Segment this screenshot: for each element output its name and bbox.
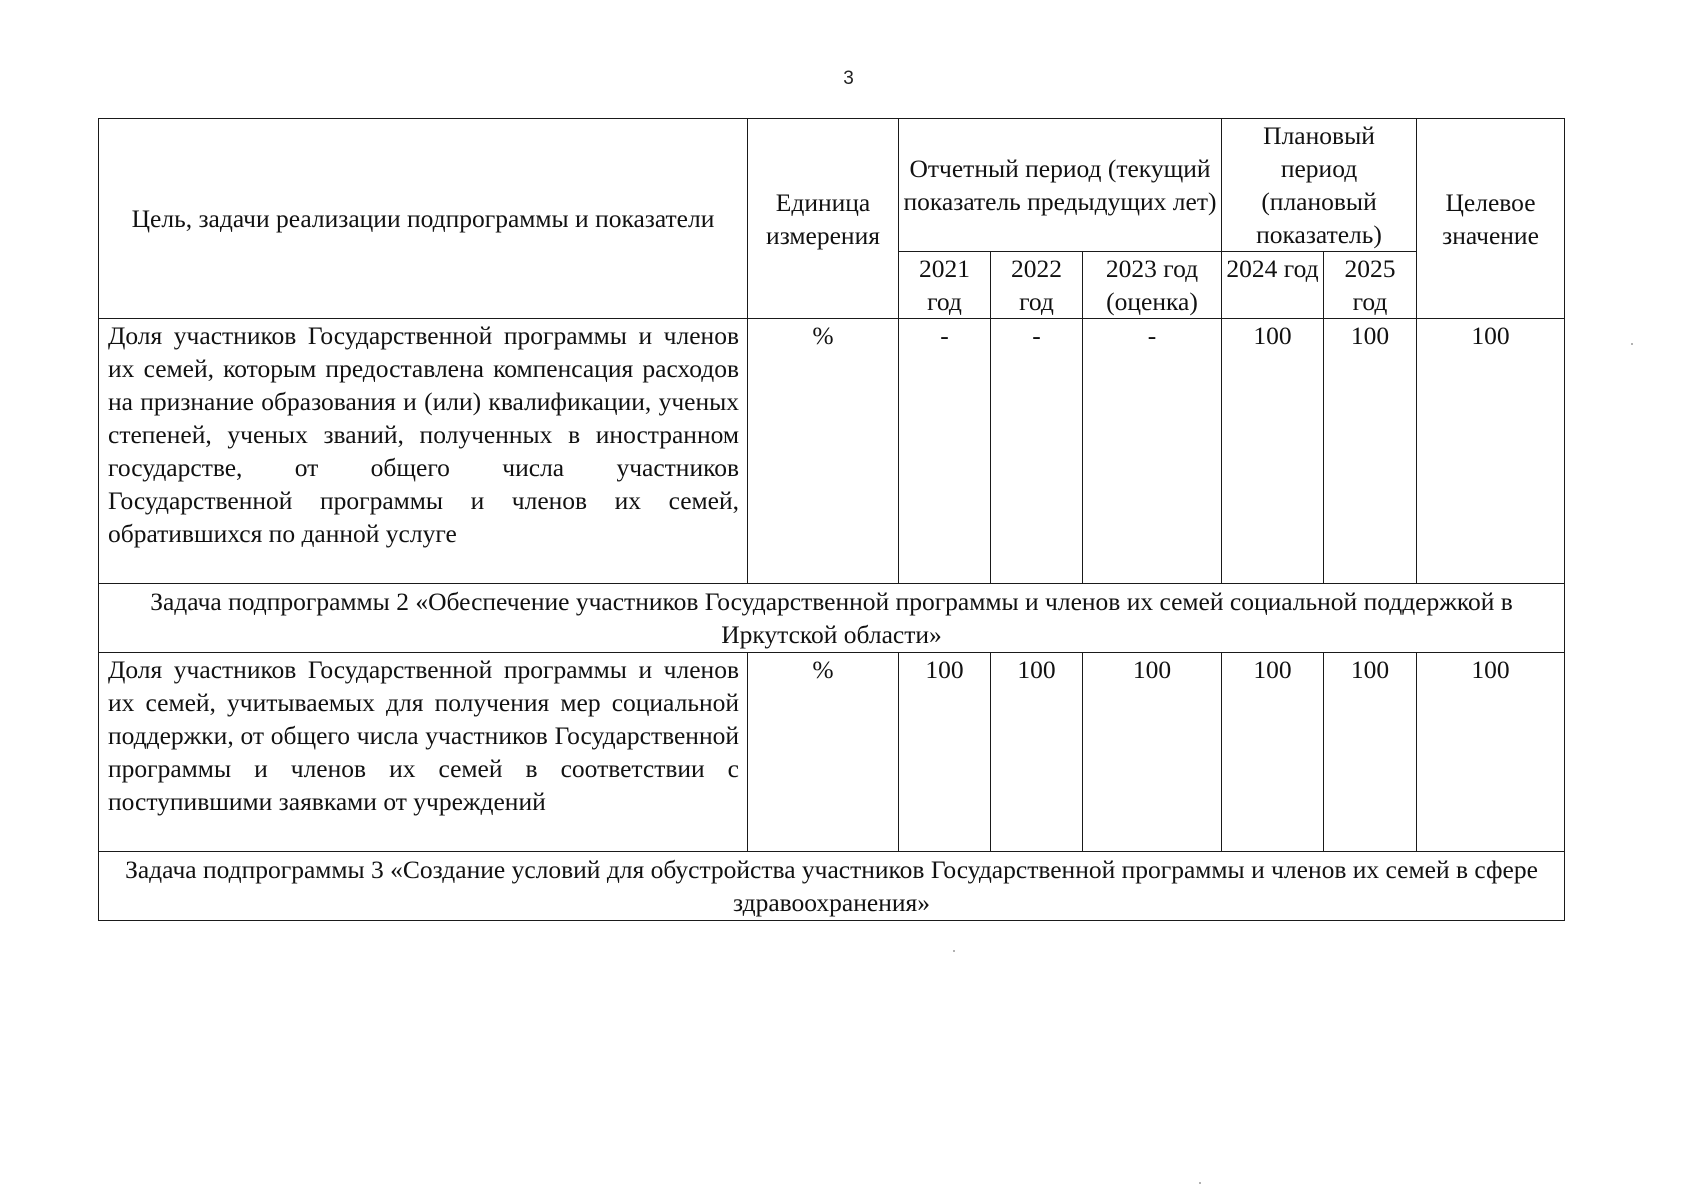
unit-cell: %	[748, 319, 899, 584]
target-value: 100	[1417, 319, 1565, 584]
header-unit: Единица измерения	[748, 119, 899, 319]
header-target: Целевое значение	[1417, 119, 1565, 319]
indicator-text: Доля участников Государственной программы и членов их семей, которым предоставлена компенсация расходов на признание образования и (или) квалификации, ученых степеней, ученых званий, полученных в иностранном государстве, от общего числа участников Государственной программы и членов их семей, обратившихся по данной услуге	[99, 319, 748, 584]
header-year-2024: 2024 год	[1222, 252, 1324, 319]
indicators-table	[98, 118, 1565, 921]
indicator-text: Доля участников Государственной программы и членов их семей, учитываемых для получения мер социальной поддержки, от общего числа участников Государственной программы и членов их семей в соответствии с поступившими заявками от учреждений	[99, 653, 748, 852]
task-heading: Задача подпрограммы 3 «Создание условий для обустройства участников Государственной программы и членов их семей в сфере здравоохранения»	[99, 852, 1565, 921]
value-2022: 100	[991, 653, 1083, 852]
scan-speck	[1199, 1182, 1201, 1184]
scan-speck	[1631, 343, 1633, 345]
scan-speck	[953, 950, 955, 952]
header-row	[99, 119, 1565, 252]
value-2023: -	[1083, 319, 1222, 584]
value-2024: 100	[1222, 319, 1324, 584]
header-year-2025: 2025 год	[1324, 252, 1417, 319]
value-2021: 100	[899, 653, 991, 852]
value-2023: 100	[1083, 653, 1222, 852]
header-year-2023: 2023 год (оценка)	[1083, 252, 1222, 319]
task-row	[99, 584, 1565, 653]
value-2021: -	[899, 319, 991, 584]
value-2025: 100	[1324, 319, 1417, 584]
header-planned-period: Плановый период (плановый показатель)	[1222, 119, 1417, 252]
target-value: 100	[1417, 653, 1565, 852]
header-reporting-period: Отчетный период (текущий показатель предыдущих лет)	[899, 119, 1222, 252]
unit-cell: %	[748, 653, 899, 852]
page-number: 3	[843, 68, 854, 89]
value-2022: -	[991, 319, 1083, 584]
header-year-2022: 2022 год	[991, 252, 1083, 319]
task-row	[99, 852, 1565, 921]
value-2025: 100	[1324, 653, 1417, 852]
task-heading: Задача подпрограммы 2 «Обеспечение участников Государственной программы и членов их семей социальной поддержкой в Иркутской области»	[99, 584, 1565, 653]
value-2024: 100	[1222, 653, 1324, 852]
header-year-2021: 2021 год	[899, 252, 991, 319]
table-row	[99, 653, 1565, 852]
table-row	[99, 319, 1565, 584]
header-goal: Цель, задачи реализации подпрограммы и показатели	[99, 119, 748, 319]
